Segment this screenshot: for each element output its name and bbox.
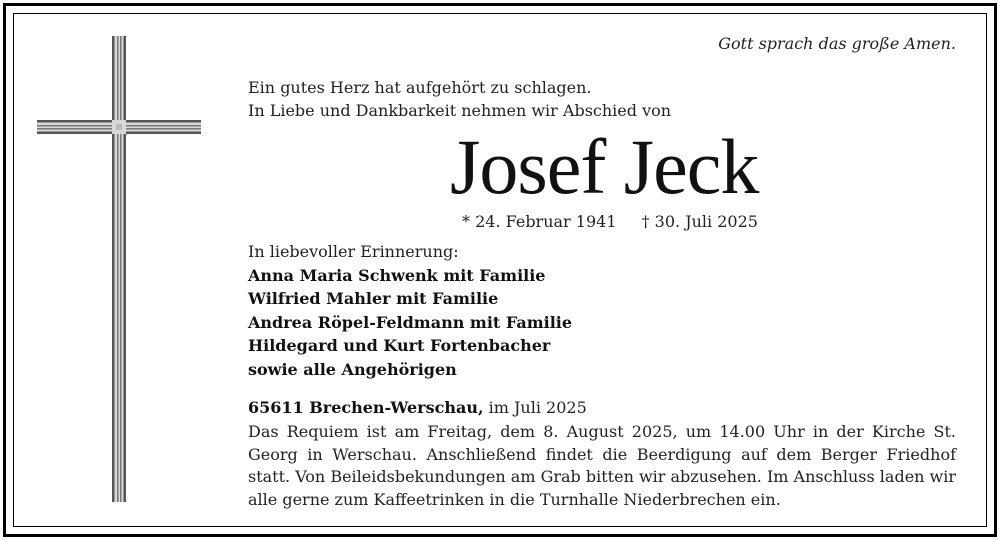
place-date: im Juli 2025 [488,398,587,417]
cross-icon [37,36,201,502]
mourner-entry: Hildegard und Kurt Fortenbacher [248,336,551,355]
mourners-heading: In liebevoller Erinnerung: [248,242,459,261]
place-date-line [248,396,587,419]
mourner-entry: Andrea Röpel-Feldmann mit Familie [248,312,573,332]
life-dates [462,208,758,236]
death-date: † 30. Juli 2025 [641,212,758,231]
mourners-block [248,240,572,381]
deceased-name: Josef Jeck [450,123,759,210]
mourner-entry: Wilfried Mahler mit Familie [248,289,499,308]
birth-date: * 24. Februar 1941 [462,212,617,231]
mourner-entry: Anna Maria Schwenk mit Familie [248,265,546,285]
mourner-entry: sowie alle Angehörigen [248,359,457,379]
requiem-text: Das Requiem ist am Freitag, dem 8. August 2025, um 14.00 Uhr in der Kirche St. Georg in Werschau. Anschließend findet die Beerdigung auf dem Berger Friedhof statt. Von Beileidsbekundungen am Grab bitten wir abzusehen. Im Anschluss laden wir alle gerne zum Kaffeetrinken in die Turnhalle Niederbrechen ein. [248,422,957,509]
mourners-list [248,264,572,382]
motto-quote: Gott sprach das große Amen. [718,34,956,53]
intro-line: Ein gutes Herz hat aufgehört zu schlagen. [248,78,592,97]
intro-line: In Liebe und Dankbarkeit nehmen wir Abschied von [248,101,672,120]
intro-text [248,76,671,122]
place-location: 65611 Brechen-Werschau, [248,398,484,417]
